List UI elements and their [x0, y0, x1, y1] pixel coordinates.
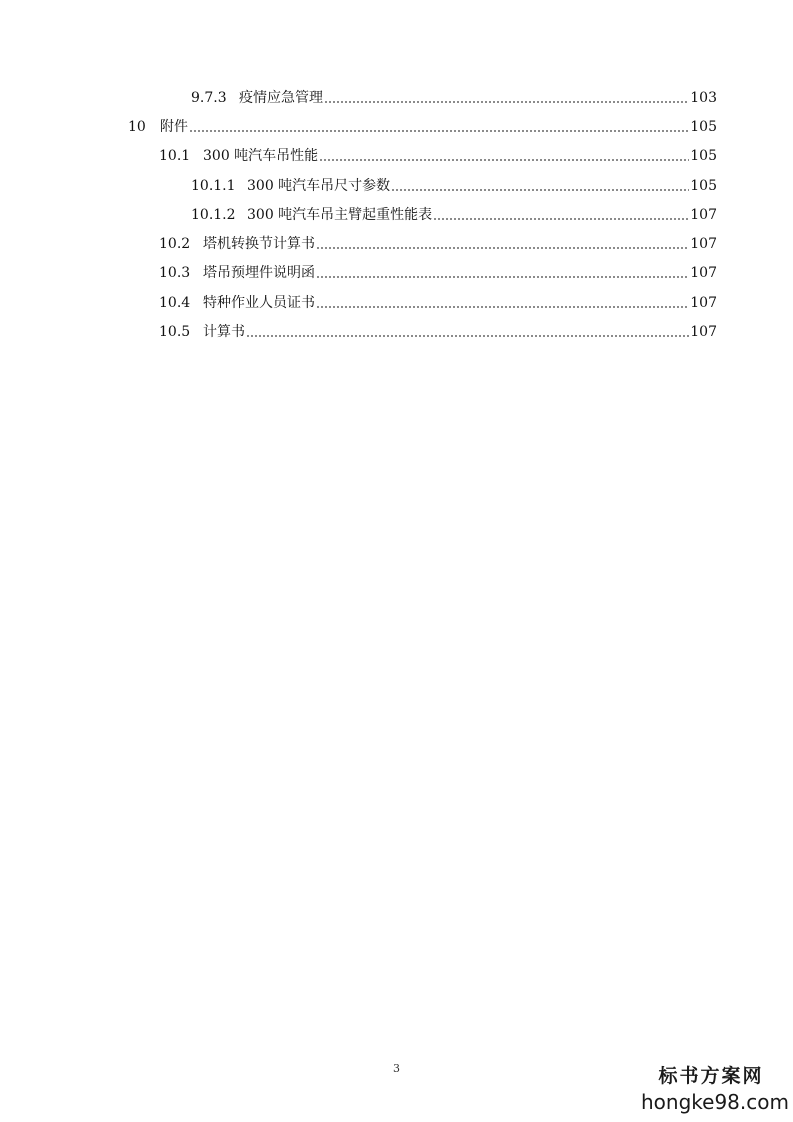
toc-entry-10-2[interactable]	[159, 230, 717, 252]
toc-entry-10-1-1[interactable]	[191, 172, 717, 194]
toc-entry-title: 300 吨汽车吊主臂起重性能表	[247, 207, 433, 223]
toc-entry-page: 103	[690, 90, 717, 106]
toc-entry-page: 107	[690, 295, 717, 311]
toc-entry-title: 附件	[160, 119, 188, 135]
toc-entry-number: 10.1.2	[191, 207, 236, 223]
page-number: 3	[393, 1062, 400, 1075]
toc-dot-leader	[391, 189, 689, 191]
toc-entry-number: 10.1	[159, 148, 191, 164]
toc-entry-page: 105	[690, 178, 717, 194]
toc-entry-10[interactable]	[128, 113, 717, 135]
toc-dot-leader	[316, 276, 689, 278]
toc-entry-title: 300 吨汽车吊性能	[203, 148, 319, 164]
toc-entry-page: 107	[690, 236, 717, 252]
toc-dot-leader	[433, 218, 689, 220]
toc-entry-title: 300 吨汽车吊尺寸参数	[247, 178, 391, 194]
toc-dot-leader	[316, 247, 689, 249]
toc-entry-number: 9.7.3	[191, 90, 227, 106]
toc-entry-title: 塔机转换节计算书	[203, 236, 315, 252]
toc-entry-page: 107	[690, 324, 717, 340]
toc-entry-number: 10.1.1	[191, 178, 236, 194]
toc-entry-page: 107	[690, 265, 717, 281]
watermark-url: hongke98.com	[641, 1090, 789, 1114]
toc-entry-title: 塔吊预埋件说明函	[203, 265, 315, 281]
toc-entry-9-7-3[interactable]	[191, 84, 717, 106]
toc-entry-10-4[interactable]	[159, 289, 717, 311]
toc-entry-number: 10	[128, 119, 146, 135]
watermark-logo	[641, 1061, 789, 1114]
toc-entry-number: 10.2	[159, 236, 191, 252]
toc-entry-10-3[interactable]	[159, 259, 717, 281]
toc-entry-title: 疫情应急管理	[239, 90, 323, 106]
toc-entry-page: 105	[690, 148, 717, 164]
toc-dot-leader	[246, 335, 689, 337]
toc-entry-number: 10.4	[159, 295, 191, 311]
toc-dot-leader	[319, 159, 689, 161]
toc-entry-title: 特种作业人员证书	[203, 295, 315, 311]
toc-entry-10-5[interactable]	[159, 318, 717, 340]
toc-dot-leader	[324, 101, 689, 103]
toc-entry-number: 10.5	[159, 324, 191, 340]
toc-entry-page: 105	[690, 119, 717, 135]
watermark-name: 标书方案网	[658, 1065, 764, 1087]
toc-entry-10-1-2[interactable]	[191, 201, 717, 223]
toc-dot-leader	[189, 130, 689, 132]
toc-entry-number: 10.3	[159, 265, 191, 281]
toc-entry-title: 计算书	[203, 324, 245, 340]
toc-entry-10-1[interactable]	[159, 142, 717, 164]
toc-dot-leader	[316, 306, 689, 308]
toc-entry-page: 107	[690, 207, 717, 223]
